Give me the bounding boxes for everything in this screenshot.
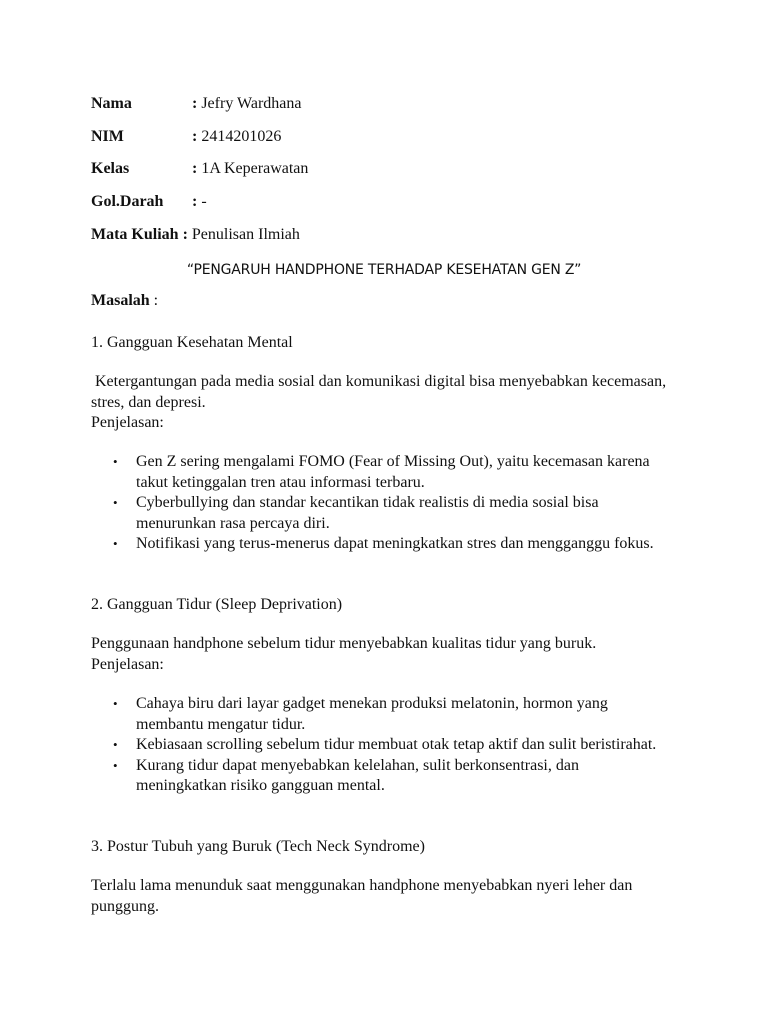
info-value: 2414201026 <box>201 128 282 145</box>
info-value: Jefry Wardhana <box>201 95 302 112</box>
info-colon: : <box>192 95 198 112</box>
info-label: Mata Kuliah <box>91 226 179 243</box>
section-heading: 2. Gangguan Tidur (Sleep Deprivation) <box>91 596 343 613</box>
info-colon: : <box>182 226 188 243</box>
bullet-text: Kurang tidur dapat menyebabkan kelelahan, sulit berkonsentrasi, dan meningkatkan risiko gangguan mental. <box>136 756 579 794</box>
bullet-icon: • <box>113 757 118 773</box>
section-explanation-label: Penjelasan: <box>91 414 164 431</box>
info-row-mata-kuliah <box>91 225 300 245</box>
info-row-gol-darah <box>91 192 207 212</box>
info-colon: : <box>192 160 198 177</box>
info-row-kelas <box>91 159 308 179</box>
masalah-heading <box>91 291 681 312</box>
info-colon: : <box>192 193 198 210</box>
info-value: 1A Keperawatan <box>201 160 309 177</box>
bullet-icon: • <box>113 536 118 551</box>
info-label: Gol.Darah <box>91 193 164 210</box>
list-item <box>113 534 671 555</box>
bullet-icon: • <box>113 737 118 752</box>
info-colon: : <box>192 128 198 145</box>
bullet-icon: • <box>113 495 118 510</box>
bullet-list <box>113 452 671 555</box>
list-item <box>113 452 671 493</box>
info-row-nama <box>91 94 301 114</box>
masalah-colon: : <box>153 292 159 309</box>
bullet-text: Cahaya biru dari layar gadget menekan produksi melatonin, hormon yang membantu mengatur tidur. <box>136 695 608 733</box>
section-description: Terlalu lama menunduk saat menggunakan handphone menyebabkan nyeri leher dan punggung. <box>91 877 633 915</box>
info-label: NIM <box>91 128 124 145</box>
info-row-nim <box>91 127 281 147</box>
bullet-icon: • <box>113 696 118 711</box>
bullet-icon: • <box>113 454 118 469</box>
section-description: Ketergantungan pada media sosial dan komunikasi digital bisa menyebabkan kecemasan, stres, dan depresi. <box>91 373 671 411</box>
info-label: Nama <box>91 95 132 112</box>
section-explanation-label: Penjelasan: <box>91 656 164 673</box>
bullet-list <box>113 694 671 797</box>
info-value: - <box>201 193 207 210</box>
bullet-text: Gen Z sering mengalami FOMO (Fear of Missing Out), yaitu kecemasan karena takut ketinggalan tren atau informasi terbaru. <box>136 453 650 491</box>
bullet-text: Kebiasaan scrolling sebelum tidur membuat otak tetap aktif dan sulit beristirahat. <box>136 736 657 753</box>
list-item <box>113 735 671 756</box>
section-description: Penggunaan handphone sebelum tidur menyebabkan kualitas tidur yang buruk. <box>91 635 597 652</box>
list-item <box>113 493 671 534</box>
bullet-text: Cyberbullying dan standar kecantikan tidak realistis di media sosial bisa menurunkan rasa percaya diri. <box>136 494 599 532</box>
list-item <box>113 694 671 735</box>
bullet-text: Notifikasi yang terus-menerus dapat meningkatkan stres dan mengganggu fokus. <box>136 535 654 552</box>
info-label: Kelas <box>91 160 130 177</box>
masalah-label: Masalah <box>91 292 150 309</box>
info-value: Penulisan Ilmiah <box>191 226 300 243</box>
section-heading: 3. Postur Tubuh yang Buruk (Tech Neck Syndrome) <box>91 838 425 855</box>
list-item <box>113 756 671 797</box>
document-title: “PENGARUH HANDPHONE TERHADAP KESEHATAN GEN Z” <box>186 262 582 278</box>
section-heading: 1. Gangguan Kesehatan Mental <box>91 334 293 351</box>
